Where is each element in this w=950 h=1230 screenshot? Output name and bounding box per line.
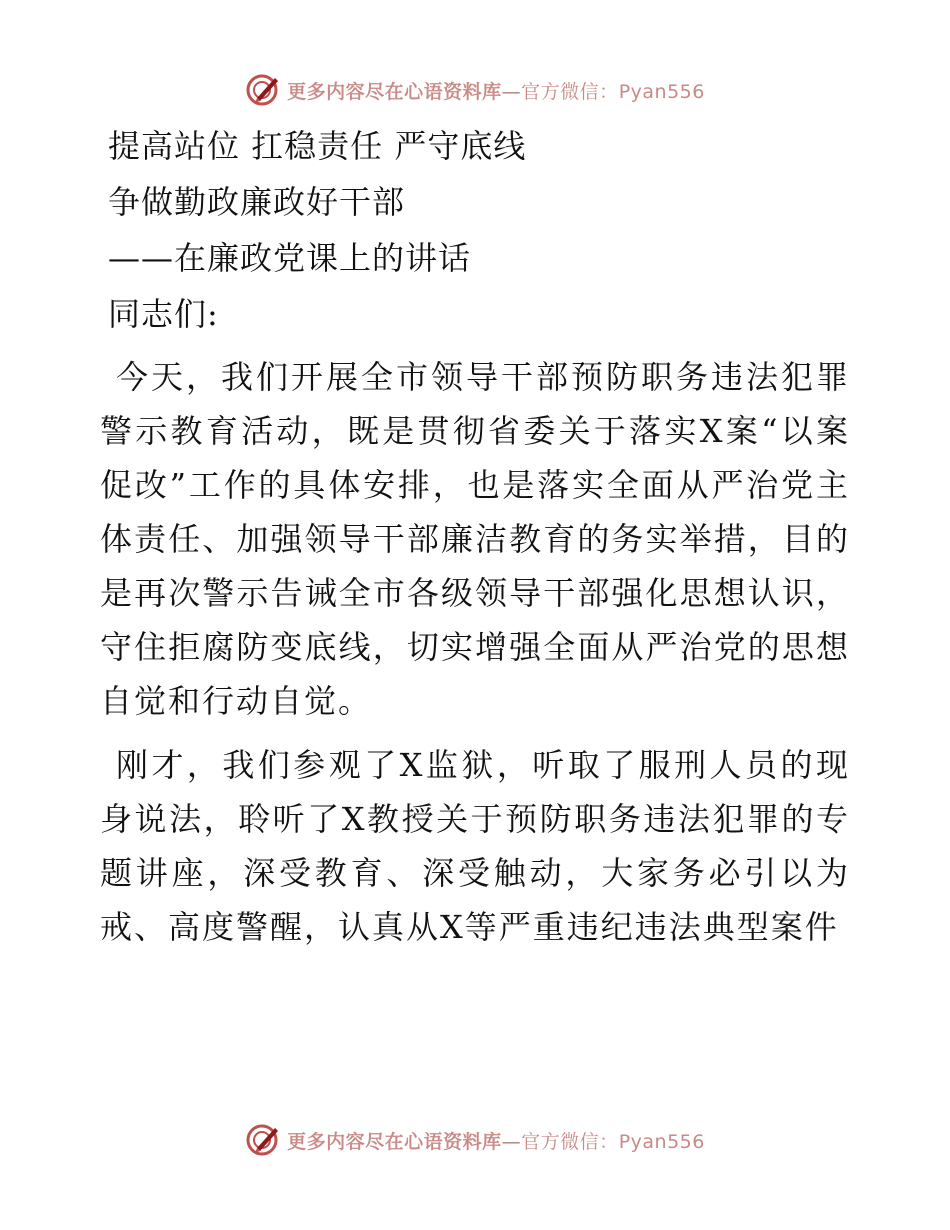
- pen-seal-logo-icon: [245, 1122, 281, 1158]
- watermark-header: [0, 70, 950, 110]
- document-subtitle: ——在廉政党课上的讲话: [108, 239, 472, 277]
- salutation: 同志们:: [108, 295, 219, 333]
- watermark-text: 更多内容尽在心语资料库—官方微信：Pyan556: [287, 80, 705, 103]
- paragraph: 今天，我们开展全市领导干部预防职务违法犯罪警示教育活动，既是贯彻省委关于落实X案“以案促改”工作的具体安排，也是落实全面从严治党主体责任、加强领导干部廉洁教育的务实举措，目的是再次警示告诫全市各级领导干部强化思想认识，守住拒腐防变底线，切实增强全面从严治党的思想自觉和行动自觉。: [100, 358, 850, 720]
- document-title-line-1: 提高站位 扛稳责任 严守底线: [108, 127, 527, 165]
- pen-seal-logo-icon: [245, 72, 281, 108]
- watermark-text: 更多内容尽在心语资料库—官方微信：Pyan556: [287, 1130, 705, 1153]
- document-body: [100, 118, 850, 964]
- paragraph: 刚才，我们参观了X监狱，听取了服刑人员的现身说法，聆听了X教授关于预防职务违法犯罪的专题讲座，深受教育、深受触动，大家务必引以为戒、高度警醒，认真从X等严重违纪违法典型案件: [100, 746, 850, 946]
- watermark-footer: [0, 1120, 950, 1160]
- document-title-line-2: 争做勤政廉政好干部: [108, 183, 406, 221]
